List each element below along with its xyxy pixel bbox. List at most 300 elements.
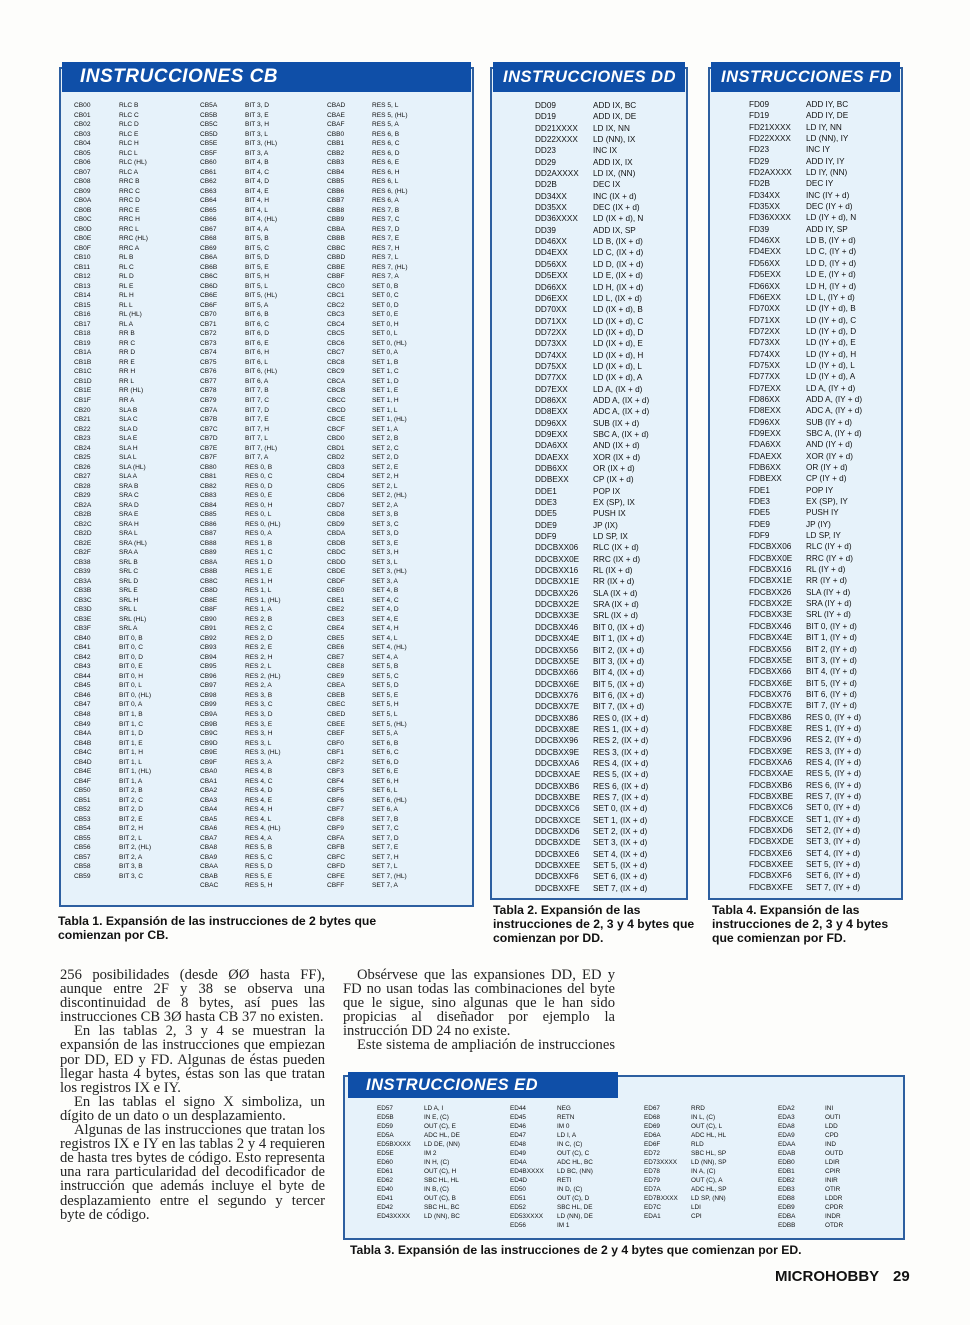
opcode-cell: DD77XX (535, 373, 567, 383)
table-row (200, 187, 327, 197)
opcode-cell: CB61 (200, 168, 217, 176)
opcode-cell: FD23 (749, 145, 770, 155)
mnemonic-cell: ADC HL, SP (691, 1186, 727, 1193)
table-row (74, 510, 200, 520)
opcode-cell: CB72 (200, 330, 217, 338)
table-row (200, 653, 327, 663)
mnemonic-cell: RES 5, H (245, 882, 273, 890)
table-row (327, 672, 457, 682)
opcode-cell: DDCBXX5E (535, 656, 580, 666)
mnemonic-cell: BIT 0, (IY + d) (806, 621, 857, 631)
opcode-cell: CBAF (327, 121, 345, 129)
mnemonic-cell: INC (IX + d) (593, 191, 637, 201)
opcode-cell: EDAA (778, 1141, 796, 1148)
opcode-cell: DD09 (535, 101, 556, 110)
opcode-cell: CB1F (74, 396, 91, 404)
table-row (200, 529, 327, 539)
table-row (74, 101, 200, 111)
table-row (74, 596, 200, 606)
mnemonic-cell: RES 5, D (245, 863, 273, 871)
table-row (535, 157, 685, 168)
table-row (749, 326, 899, 337)
opcode-cell: CBA9 (200, 853, 218, 861)
opcode-cell: CBD3 (327, 463, 345, 471)
mnemonic-cell: RES 2, B (245, 615, 273, 623)
table-row (749, 212, 899, 223)
opcode-cell: CB1E (74, 387, 92, 395)
opcode-cell: CBFF (327, 882, 345, 890)
table-row (74, 624, 200, 634)
table-row (749, 564, 899, 575)
opcode-cell: CBCD (327, 406, 346, 414)
table-row (74, 529, 200, 539)
mnemonic-cell: LD C, (IY + d) (806, 247, 857, 257)
mnemonic-cell: BIT 7, H (245, 425, 270, 433)
mnemonic-cell: RES 0, (HL) (245, 520, 281, 528)
table-row (749, 99, 899, 110)
mnemonic-cell: SET 0, C (372, 292, 399, 300)
table-row (200, 872, 327, 882)
mnemonic-cell: RES 3, H (245, 730, 273, 738)
opcode-cell: EDA9 (778, 1132, 795, 1139)
mnemonic-cell: LD IY, NN (806, 122, 842, 132)
table-row (200, 234, 327, 244)
table-row (377, 1158, 510, 1167)
table-row (74, 862, 200, 872)
mnemonic-cell: RLC C (119, 111, 139, 119)
mnemonic-cell: RR C (119, 339, 136, 347)
mnemonic-cell: SET 0, A (372, 349, 398, 357)
mnemonic-cell: LD (NN), SP (691, 1159, 727, 1166)
opcode-cell: DDCBXXBE (535, 792, 581, 802)
mnemonic-cell: RES 0, (IY + d) (806, 712, 862, 722)
table-row (749, 371, 899, 382)
mnemonic-cell: RES 1, L (245, 587, 272, 595)
table-row (749, 394, 899, 405)
mnemonic-cell: LD (NN), IY (806, 134, 849, 144)
mnemonic-cell: SET 0, (IX + d) (593, 804, 648, 814)
opcode-cell: FDE1 (749, 485, 770, 495)
mnemonic-cell: EX (SP), IX (593, 498, 635, 508)
mnemonic-cell: SET 7, D (372, 834, 399, 842)
mnemonic-cell: BIT 3, (HL) (245, 140, 278, 148)
mnemonic-cell: SET 7, B (372, 815, 399, 823)
mnemonic-cell: SET 6, (IX + d) (593, 872, 648, 882)
opcode-cell: ED52 (510, 1204, 526, 1211)
opcode-cell: CB12 (74, 273, 91, 281)
table-row (74, 358, 200, 368)
opcode-cell: DDAEXX (535, 452, 569, 462)
opcode-cell: CB8E (200, 596, 218, 604)
opcode-cell: CB20 (74, 406, 91, 414)
opcode-cell: CBE5 (327, 634, 345, 642)
mnemonic-cell: RETN (557, 1114, 575, 1121)
opcode-cell: CBEB (327, 691, 345, 699)
opcode-cell: CB4C (74, 749, 92, 757)
mnemonic-cell: RES 1, E (245, 568, 273, 576)
table-row (535, 769, 685, 780)
opcode-cell: CBAC (200, 882, 219, 890)
mnemonic-cell: LD (NN), IX (593, 135, 636, 145)
opcode-cell: CBB0 (327, 130, 345, 138)
mnemonic-cell: RES 7, B (372, 206, 400, 214)
table-row (778, 1104, 898, 1113)
opcode-cell: FD77XX (749, 372, 780, 382)
table-row (200, 130, 327, 140)
table-row (327, 853, 457, 863)
mnemonic-cell: RR (IX + d) (593, 577, 635, 587)
table-row (535, 656, 685, 667)
opcode-cell: FDCBXXF6 (749, 871, 792, 881)
opcode-cell: DD22XXXX (535, 135, 578, 145)
opcode-cell: DD6EXX (535, 293, 568, 303)
mnemonic-cell: SET 5, L (372, 711, 398, 718)
mnemonic-cell: BIT 0, (IX + d) (593, 622, 645, 632)
opcode-cell: ED79 (644, 1177, 660, 1184)
mnemonic-cell: OUT (C), B (424, 1195, 456, 1202)
table-row (327, 101, 457, 111)
table-row (200, 558, 327, 568)
table-row (327, 710, 457, 720)
opcode-cell: CBA2 (200, 787, 218, 795)
opcode-cell: CB1D (74, 377, 92, 385)
table-row (327, 244, 457, 254)
mnemonic-cell: BIT 2, C (119, 796, 144, 804)
table-row (74, 853, 200, 863)
table-row (778, 1122, 898, 1131)
opcode-cell: EDB1 (778, 1168, 795, 1175)
mnemonic-cell: SET 4, H (372, 625, 399, 633)
table-row (778, 1149, 898, 1158)
mnemonic-cell: XOR (IY + d) (806, 451, 853, 461)
opcode-cell: FDCBXXFE (749, 882, 793, 892)
mnemonic-cell: RES 3, (HL) (245, 749, 281, 757)
table-row (200, 720, 327, 730)
opcode-cell: CBA6 (200, 825, 218, 833)
mnemonic-cell: RES 2, (IY + d) (806, 735, 862, 745)
table-row (749, 451, 899, 462)
opcode-cell: FDCBXX7E (749, 701, 793, 711)
opcode-cell: DDCBXX3E (535, 611, 580, 621)
opcode-cell: DD34XX (535, 191, 567, 201)
opcode-cell: CB92 (200, 634, 217, 642)
opcode-cell: CBE2 (327, 606, 345, 614)
opcode-cell: CBD4 (327, 473, 345, 481)
mnemonic-cell: LD (IY + d), D (806, 326, 857, 336)
table-row (327, 348, 457, 358)
table-row (535, 270, 685, 281)
opcode-cell: CBD5 (327, 482, 345, 490)
table-row (74, 634, 200, 644)
table-row (327, 510, 457, 520)
mnemonic-cell: RES 4, (IY + d) (806, 757, 862, 767)
mnemonic-cell: RES 1, C (245, 549, 273, 557)
mnemonic-cell: RES 6, (IX + d) (593, 781, 649, 791)
opcode-cell: FDCBXX86 (749, 712, 792, 722)
table-row (200, 282, 327, 292)
opcode-cell: CB23 (74, 435, 91, 443)
mnemonic-cell: BIT 5, A (245, 301, 269, 309)
table-row (200, 158, 327, 168)
mnemonic-cell: SET 2, L (372, 482, 398, 490)
table-row (749, 848, 899, 859)
opcode-cell: CBCE (327, 416, 346, 424)
mnemonic-cell: ADC A, (IY + d) (806, 406, 863, 416)
mnemonic-cell: BIT 5, (IX + d) (593, 679, 645, 689)
table-row (74, 187, 200, 197)
table-row (749, 235, 899, 246)
mnemonic-cell: INC IY (806, 145, 831, 155)
table-row (749, 246, 899, 257)
opcode-cell: CBB1 (327, 140, 345, 148)
table-row (327, 691, 457, 701)
opcode-cell: DD2AXXXX (535, 169, 579, 179)
opcode-cell: CBEF (327, 730, 345, 738)
table-row (749, 383, 899, 394)
mnemonic-cell: RES 7, L (372, 254, 399, 262)
table-row (327, 872, 457, 882)
mnemonic-cell: RES 2, (IX + d) (593, 736, 649, 746)
table-row (749, 507, 899, 518)
opcode-cell: DDE1 (535, 486, 557, 496)
table-row (74, 662, 200, 672)
cb-title: INSTRUCCIONES CB (62, 62, 471, 92)
opcode-cell: CB1A (74, 349, 92, 357)
mnemonic-cell: RES 7, (HL) (372, 263, 408, 271)
table-row (535, 191, 685, 202)
opcode-cell: CBD9 (327, 520, 345, 528)
opcode-cell: CBE9 (327, 672, 345, 680)
mnemonic-cell: SRL H (119, 596, 139, 604)
opcode-cell: DDCBXXE6 (535, 849, 580, 859)
mnemonic-cell: SBC A, (IX + d) (593, 429, 649, 439)
opcode-cell: FDCBXX16 (749, 565, 792, 575)
table-row (200, 672, 327, 682)
table-row (74, 120, 200, 130)
opcode-cell: EDBA (778, 1213, 796, 1220)
table-row (327, 168, 457, 178)
mnemonic-cell: OUT (C), L (691, 1123, 723, 1130)
mnemonic-cell: RR D (119, 349, 136, 357)
table-row (778, 1212, 898, 1221)
ed-caption: Tabla 3. Expansión de las instrucciones de 2 y 4 bytes que comienzan por ED. (350, 1243, 802, 1257)
table-row (510, 1104, 644, 1113)
mnemonic-cell: SBC HL, DE (557, 1204, 593, 1211)
opcode-cell: FDCBXX3E (749, 610, 793, 620)
mnemonic-cell: RLC D (119, 121, 139, 129)
table-row (74, 567, 200, 577)
opcode-cell (74, 881, 119, 891)
opcode-cell: CB87 (200, 530, 217, 538)
mnemonic-cell: BIT 5, (HL) (245, 292, 278, 300)
mnemonic-cell: SET 2, B (372, 435, 399, 443)
mnemonic-cell: PUSH IX (593, 509, 626, 519)
table-row (200, 786, 327, 796)
mnemonic-cell: SET 7, (IY + d) (806, 882, 861, 892)
mnemonic-cell: DEC (IY + d) (806, 202, 853, 212)
ed-column (644, 1104, 778, 1230)
table-row (510, 1158, 644, 1167)
table-row (535, 316, 685, 327)
mnemonic-cell: LD B, (IY + d) (806, 236, 856, 246)
opcode-cell: FD22XXXX (749, 134, 791, 144)
opcode-cell: CB21 (74, 416, 91, 424)
mnemonic-cell: SRL A (119, 625, 138, 633)
table-row (535, 849, 685, 860)
table-row (749, 473, 899, 484)
opcode-cell: DD96XX (535, 418, 567, 428)
opcode-cell: ED5BXXXX (377, 1141, 411, 1148)
table-row (535, 338, 685, 349)
mnemonic-cell: LD IX, (NN) (593, 169, 636, 179)
opcode-cell: CBB7 (327, 197, 345, 205)
table-row (200, 758, 327, 768)
opcode-cell: FDBEXX (749, 474, 782, 484)
table-row (510, 1194, 644, 1203)
table-row (510, 1221, 644, 1230)
opcode-cell: CBA0 (200, 768, 218, 776)
table-row (200, 415, 327, 425)
table-row (327, 339, 457, 349)
table-row (749, 734, 899, 745)
table-row (200, 120, 327, 130)
mnemonic-cell: BIT 1, (HL) (119, 768, 152, 776)
mnemonic-cell: BIT 3, E (245, 111, 269, 119)
opcode-cell: CBA4 (200, 806, 218, 814)
table-row (778, 1131, 898, 1140)
table-row (535, 225, 685, 236)
opcode-cell: CB1C (74, 368, 92, 376)
table-row (74, 539, 200, 549)
opcode-cell: CB7C (200, 425, 218, 433)
table-row (200, 177, 327, 187)
table-row (510, 1212, 644, 1221)
table-row (200, 225, 327, 235)
table-row (535, 247, 685, 258)
mnemonic-cell: SET 6, A (372, 806, 398, 814)
table-row (74, 872, 200, 882)
mnemonic-cell: RL (HL) (119, 311, 142, 319)
opcode-cell: FDCBXX5E (749, 655, 793, 665)
mnemonic-cell: RES 3, D (245, 711, 273, 718)
table-row (644, 1194, 778, 1203)
opcode-cell: FD8EXX (749, 406, 781, 416)
table-row (200, 739, 327, 749)
mnemonic-cell: RETI (557, 1177, 572, 1184)
mnemonic-cell: LD (IX + d), A (593, 373, 643, 383)
table-row (200, 111, 327, 121)
opcode-cell: ED60 (377, 1159, 393, 1166)
mnemonic-cell: LD (IY + d), N (806, 213, 857, 223)
mnemonic-cell: SET 4, D (372, 606, 399, 614)
table-row (749, 598, 899, 609)
cb-caption: Tabla 1. Expansión de las instrucciones de 2 bytes que comienzan por CB. (58, 914, 377, 942)
table-row (74, 767, 200, 777)
mnemonic-cell: LD D, (IY + d) (806, 258, 857, 268)
table-row (200, 577, 327, 587)
opcode-cell: CB83 (200, 492, 217, 500)
opcode-cell: DD71XX (535, 316, 567, 326)
body-column-1 (60, 968, 325, 1222)
mnemonic-cell: LD E, (IX + d) (593, 271, 643, 281)
opcode-cell: CBF2 (327, 758, 344, 766)
mnemonic-cell: BIT 0, (HL) (119, 691, 152, 699)
table-row (377, 1113, 510, 1122)
fd-caption: Tabla 4. Expansión de las instrucciones de 2, 3 y 4 bytes que comienzan por FD. (712, 903, 889, 945)
mnemonic-cell: OTIR (825, 1186, 841, 1193)
mnemonic-cell: LD (IX + d), H (593, 350, 644, 360)
mnemonic-cell: SLA L (119, 454, 137, 462)
opcode-cell: CB8F (200, 606, 217, 614)
opcode-cell: FDCBXX06 (749, 542, 792, 552)
opcode-cell: DDCBXX9E (535, 747, 580, 757)
mnemonic-cell: BIT 1, (IY + d) (806, 633, 857, 643)
mnemonic-cell: BIT 4, E (245, 187, 269, 195)
opcode-cell: DD36XXXX (535, 214, 578, 224)
opcode-cell: CB19 (74, 339, 91, 347)
opcode-cell: ED4A (510, 1159, 527, 1166)
table-row (535, 713, 685, 724)
table-row (200, 206, 327, 216)
mnemonic-cell: INIR (825, 1177, 838, 1184)
opcode-cell: EDB8 (778, 1195, 795, 1202)
table-row (749, 678, 899, 689)
table-row (327, 377, 457, 387)
table-row (535, 134, 685, 145)
opcode-cell: CBFC (327, 853, 345, 861)
table-row (535, 293, 685, 304)
mnemonic-cell: SRA L (119, 530, 138, 538)
table-row (327, 758, 457, 768)
opcode-cell: CB88 (200, 539, 217, 547)
mnemonic-cell: POP IY (806, 485, 834, 495)
opcode-cell: CB93 (200, 644, 217, 652)
table-row (535, 259, 685, 270)
opcode-cell: FDCBXX46 (749, 621, 792, 631)
opcode-cell: CB2A (74, 501, 92, 509)
table-row (327, 634, 457, 644)
opcode-cell: CB5C (200, 121, 218, 129)
table-row (74, 234, 200, 244)
opcode-cell: DDCBXX4E (535, 634, 580, 644)
cb-column (74, 101, 200, 891)
opcode-cell: CBB2 (327, 149, 345, 157)
mnemonic-cell: RLC (IY + d) (806, 542, 852, 552)
table-row (74, 720, 200, 730)
mnemonic-cell: BIT 2, D (119, 806, 144, 814)
mnemonic-cell: RR H (119, 368, 136, 376)
table-row (327, 596, 457, 606)
mnemonic-cell: BIT 7, (IX + d) (593, 702, 645, 712)
table-row (327, 796, 457, 806)
mnemonic-cell: LDIR (825, 1159, 840, 1166)
mnemonic-cell: RRC D (119, 197, 140, 205)
mnemonic-cell: RES 3, (IX + d) (593, 747, 649, 757)
mnemonic-cell: SET 2, C (372, 444, 399, 452)
mnemonic-cell: RES 2, L (245, 663, 272, 671)
mnemonic-cell: SRA (IX + d) (593, 600, 639, 610)
opcode-cell: DDCBXX56 (535, 645, 579, 655)
opcode-cell: CBA8 (200, 844, 218, 852)
mnemonic-cell: BIT 1, (IX + d) (593, 634, 645, 644)
table-row (327, 472, 457, 482)
mnemonic-cell: SET 5, D (372, 682, 399, 690)
table-row (749, 428, 899, 439)
opcode-cell: EDAB (778, 1150, 796, 1157)
opcode-cell: CB5E (200, 140, 218, 148)
opcode-cell: DD29 (535, 157, 556, 167)
mnemonic-cell: RL (IY + d) (806, 565, 846, 575)
